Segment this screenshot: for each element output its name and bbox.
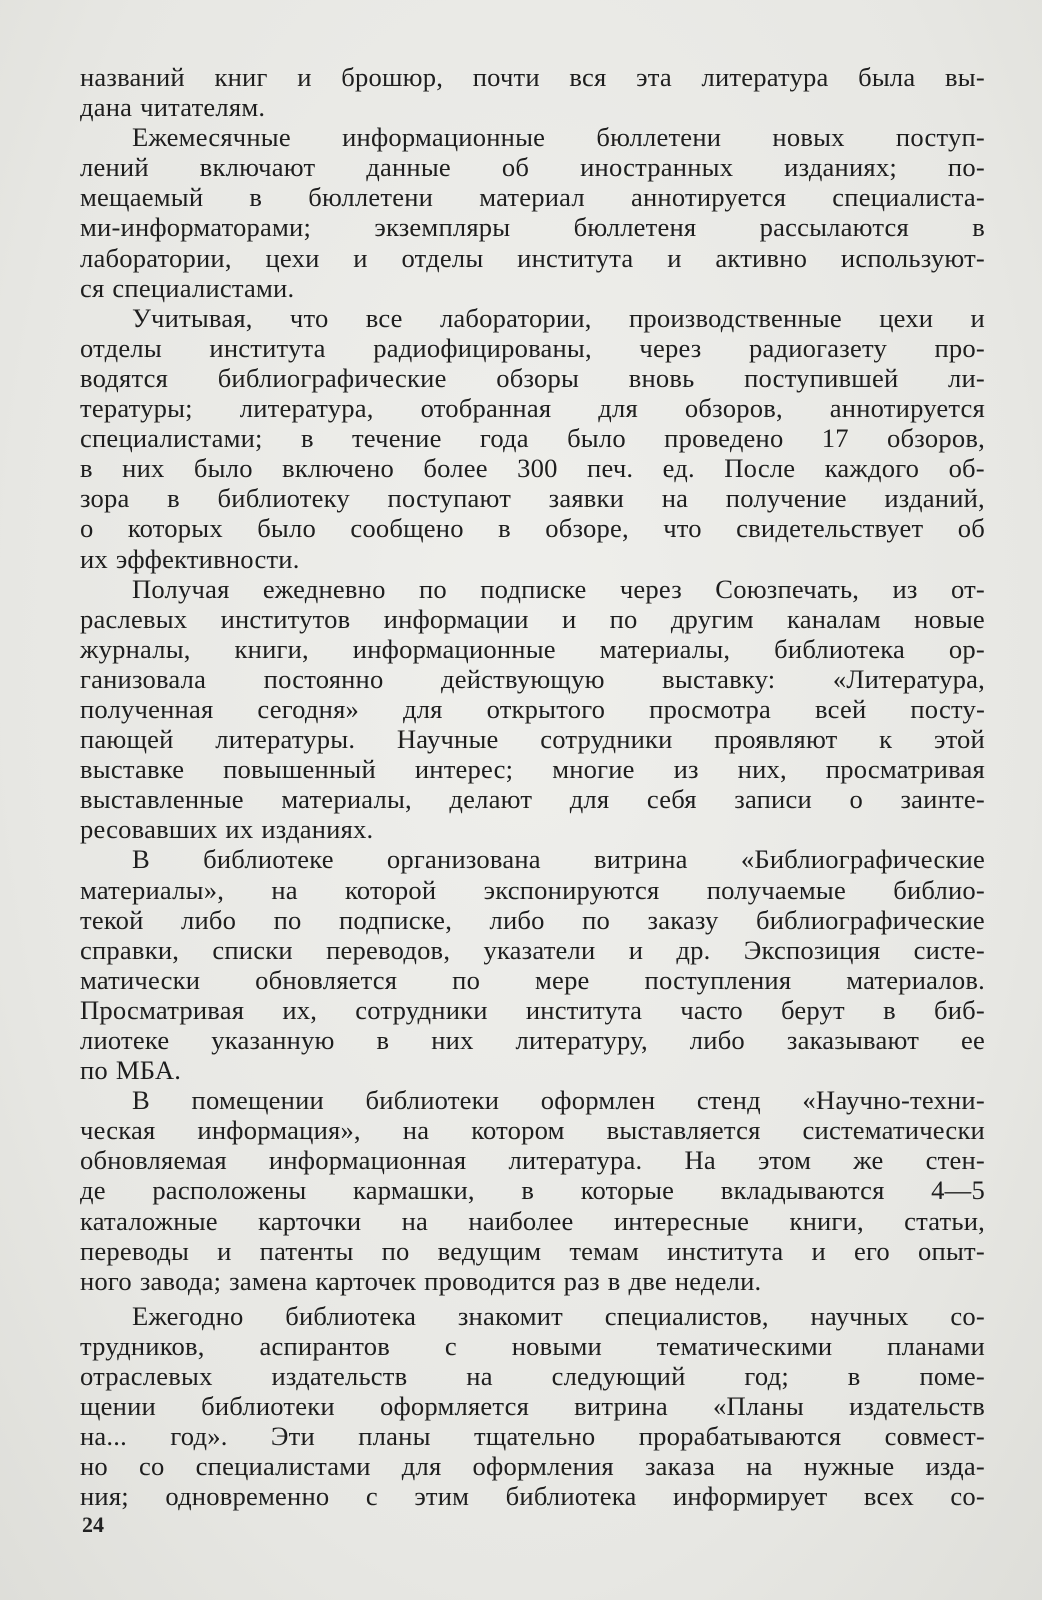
text-line: В библиотеке организована витрина «Библиографические xyxy=(132,844,985,875)
text-line: о которых было сообщено в обзоре, что свидетельствует об xyxy=(80,513,985,544)
text-line: Ежемесячные информационные бюллетени новых поступ- xyxy=(132,122,985,153)
text-line: дана читателям. xyxy=(80,92,266,123)
text-line: по МБА. xyxy=(80,1055,182,1086)
text-line: ного завода; замена карточек проводится раз в две недели. xyxy=(80,1265,762,1296)
text-line: пающей литературы. Научные сотрудники проявляют к этой xyxy=(80,724,985,755)
text-line: обновляемая информационная литература. На этом же стен- xyxy=(80,1145,985,1176)
paragraph xyxy=(80,844,985,1085)
text-line: выставленные материалы, делают для себя записи о заинте- xyxy=(80,784,985,815)
text-line: в них было включено более 300 печ. ед. После каждого об- xyxy=(80,453,985,484)
text-line: Учитывая, что все лаборатории, производственные цехи и xyxy=(132,302,985,333)
text-line: ганизовала постоянно действующую выставку: «Литература, xyxy=(80,663,985,694)
text-line: полученная сегодня» для открытого просмотра всей посту- xyxy=(80,693,985,724)
text-line: названий книг и брошюр, почти вся эта литература была вы- xyxy=(80,62,985,92)
text-line: щении библиотеки оформляется витрина «Планы издательств xyxy=(80,1391,985,1422)
text-line: Просматривая их, сотрудники института часто берут в биб- xyxy=(80,994,985,1025)
text-line: де расположены кармашки, в которые вкладываются 4—5 xyxy=(80,1175,985,1206)
text-line: материалы», на которой экспонируются получаемые библио- xyxy=(80,874,985,905)
page-number: 24 xyxy=(82,1512,104,1537)
text-line: ния; одновременно с этим библиотека информирует всех со- xyxy=(80,1481,985,1512)
text-line: специалистами; в течение года было проведено 17 обзоров, xyxy=(80,423,985,454)
paragraph xyxy=(80,122,985,303)
paragraph xyxy=(80,574,985,845)
body-text xyxy=(80,62,985,1512)
text-line: на... год». Эти планы тщательно прорабатываются совмест- xyxy=(80,1421,985,1452)
text-line: но со специалистами для оформления заказа на нужные изда- xyxy=(80,1451,985,1482)
text-line: ся специалистами. xyxy=(80,272,295,303)
text-line: ческая информация», на котором выставляется систематически xyxy=(80,1115,985,1146)
text-line: трудников, аспирантов с новыми тематическими планами xyxy=(80,1330,985,1361)
text-line: раслевых институтов информации и по другим каналам новые xyxy=(80,603,985,634)
text-line: Получая ежедневно по подписке через Союзпечать, из от- xyxy=(132,573,985,604)
text-line: текой либо по подписке, либо по заказу библиографические xyxy=(80,904,985,935)
paragraph xyxy=(80,303,985,574)
paragraph xyxy=(80,1085,985,1296)
text-line: ми-информаторами; экземпляры бюллетеня рассылаются в xyxy=(80,212,985,243)
text-line: лиотеке указанную в них литературу, либо заказывают ее xyxy=(80,1025,985,1055)
text-line: их эффективности. xyxy=(80,543,300,574)
text-line: Ежегодно библиотека знакомит специалистов, научных со- xyxy=(132,1300,985,1331)
text-line: тературы; литература, отобранная для обзоров, аннотируется xyxy=(80,393,985,424)
paragraph xyxy=(80,62,985,122)
text-line: справки, списки переводов, указатели и др. Экспозиция систе- xyxy=(80,934,985,965)
text-line: журналы, книги, информационные материалы, библиотека ор- xyxy=(80,633,985,664)
text-line: каталожные карточки на наиболее интересные книги, статьи, xyxy=(80,1205,985,1236)
text-line: водятся библиографические обзоры вновь поступившей ли- xyxy=(80,362,985,393)
text-line: В помещении библиотеки оформлен стенд «Научно-техни- xyxy=(132,1085,985,1116)
text-line: мещаемый в бюллетени материал аннотируется специалиста- xyxy=(80,182,985,213)
paragraph xyxy=(80,1301,985,1512)
text-line: ресовавших их изданиях. xyxy=(80,814,374,845)
text-line: переводы и патенты по ведущим темам института и его опыт- xyxy=(80,1235,985,1266)
text-line: матически обновляется по мере поступления материалов. xyxy=(80,964,985,995)
text-line: отделы института радиофицированы, через радиогазету про- xyxy=(80,332,985,363)
text-line: лаборатории, цехи и отделы института и активно используют- xyxy=(80,242,985,273)
text-line: выставке повышенный интерес; многие из них, просматривая xyxy=(80,754,985,785)
text-line: лений включают данные об иностранных изданиях; по- xyxy=(80,152,985,183)
text-line: зора в библиотеку поступают заявки на получение изданий, xyxy=(80,483,985,514)
text-line: отраслевых издательств на следующий год; в поме- xyxy=(80,1361,985,1392)
